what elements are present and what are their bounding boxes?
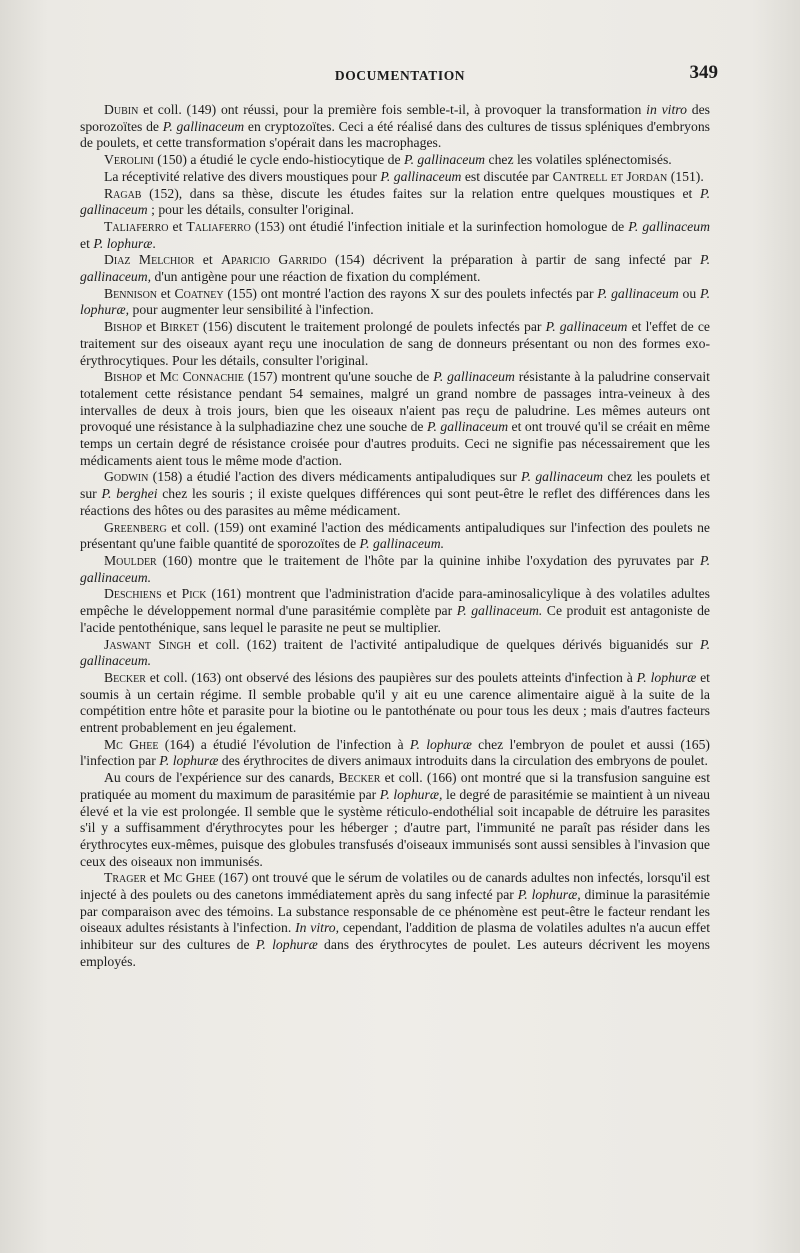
paragraph-verolini: Verolini (150) a étudié le cycle endo-histiocytique de P. gallinaceum chez les volatiles splénectomisés. [104,152,672,168]
paragraph-cantrell-jordan: La réceptivité relative des divers moustiques pour P. gallinaceum est discutée par Cantrell et Jordan (151). [104,168,704,184]
paragraph-ragab: Ragab (152), dans sa thèse, discute les études faites sur la relation entre quelques moustiques et P. gallinaceum ; pour les détails, consulter l'original. [80,185,710,218]
paragraph-becker-163: Becker et coll. (163) ont observé des lésions des paupières sur des poulets atteints d'infection à P. lophuræ et soumis à un certain régime. Il semble probable qu'il y ait eu une carence alimentaire aiguë à la suite de la compétition entre hôte et parasite pour la biotine ou le pantothénate ou pour tous les deux ; mais d'autres facteurs entrent probablement en jeu également. [80,669,710,736]
page-number: 349 [689,62,718,83]
paragraph-jaswant-singh: Jaswant Singh et coll. (162) traitent de l'activité antipaludique de quelques dérivés biguanidés sur P. gallinaceum. [80,636,710,669]
paragraph-diaz-melchior: Diaz Melchior et Aparicio Garrido (154) décrivent la préparation à partir de sang infecté par P. gallinaceum, d'un antigène pour une réaction de fixation du complément. [80,252,710,285]
paragraph-becker-166: Au cours de l'expérience sur des canards, Becker et coll. (166) ont montré que si la transfusion sanguine est pratiquée au moment du maximum de parasitémie par P. lophuræ, le degré de parasitémie se maintient à un niveau élevé et la vie est prolongée. Il semble que le système réticulo-endothélial soit incapable de détruire les parasites s'il y a suffisamment d'érythrocytes pour les héberger ; d'autre part, l'immunité ne paraît pas résider dans les érythrocytes eux-mêmes, puisque des globules transfusés d'oiseaux immunisés sont aussi sensibles à l'invasion que ceux des oiseaux non immunisés. [80,770,710,869]
paragraph-trager: Trager et Mc Ghee (167) ont trouvé que le sérum de volatiles ou de canards adultes non infectés, lorsqu'il est injecté à des poulets ou des canetons immédiatement après du sang infecté par P. lophuræ, diminue la parasitémie par comparaison avec des témoins. La substance responsable de ce phénomène est peut-être le facteur rendant les oiseaux adultes résistants à l'infection. In vitro, cependant, l'addition de plasma de volatiles adultes n'a aucun effet inhibiteur sur des cultures de P. lophuræ dans des érythrocytes de poulet. Les auteurs décrivent les moyens employés. [80,870,711,969]
body-text [80,102,710,971]
paragraph-taliaferro: Taliaferro et Taliaferro (153) ont étudié l'infection initiale et la surinfection homologue de P. gallinaceum et P. lophuræ. [80,218,710,251]
paragraph-bishop-connachie: Bishop et Mc Connachie (157) montrent qu'une souche de P. gallinaceum résistante à la paludrine conservait totalement cette résistance pendant 54 semaines, malgré un grand nombre de passages intra-veineux à des intervalles de deux à trois jours, bien que les oiseaux n'aient pas reçu de paludrine. Les mêmes auteurs ont provoqué une résistance à la sulphadiazine chez une souche de P. gallinaceum et ont trouvé qu'il se créait en même temps un certain degré de résistance croisée pour d'autres produits. Ceci ne signifie pas nécessairement que les médicaments aient tous le même mode d'action. [80,369,710,468]
paragraph-mc-ghee: Mc Ghee (164) a étudié l'évolution de l'infection à P. lophuræ chez l'embryon de poulet et aussi (165) l'infection par P. lophuræ des érythrocites de divers animaux introduits dans la circulation des embryons de poulet. [80,736,710,769]
paragraph-bennison: Bennison et Coatney (155) ont montré l'action des rayons X sur des poulets infectés par P. gallinaceum ou P. lophuræ, pour augmenter leur sensibilité à l'infection. [80,285,710,318]
paragraph-moulder: Moulder (160) montre que le traitement de l'hôte par la quinine inhibe l'oxydation des pyruvates par P. gallinaceum. [80,552,710,585]
page-header [80,62,720,88]
paragraph-bishop-birket: Bishop et Birket (156) discutent le traitement prolongé de poulets infectés par P. gallinaceum et l'effet de ce traitement sur des oiseaux ayant reçu une inoculation de sang de donneurs présentant ou non des formes exo-érythrocytiques. Pour les détails, consulter l'original. [80,319,710,368]
running-head: DOCUMENTATION [334,68,466,83]
paragraph-dubin: Dubin et coll. (149) ont réussi, pour la première fois semble-t-il, à provoquer la transformation in vitro des sporozoïtes de P. gallinaceum en cryptozoïtes. Ceci a été réalisé dans des cultures de tissus spléniques d'embryons de poulets, et cette transformation s'opérait dans les macrophages. [80,102,710,151]
paragraph-greenberg: Greenberg et coll. (159) ont examiné l'action des médicaments antipaludiques sur l'infection des poulets ne présentant qu'une faible quantité de sporozoïtes de P. gallinaceum. [80,519,710,552]
paragraph-godwin: Godwin (158) a étudié l'action des divers médicaments antipaludiques sur P. gallinaceum chez les poulets et sur P. berghei chez les souris ; il existe quelques différences qui sont peut-être le reflet des différences dans les réactions des hôtes ou des parasites au même médicament. [80,469,710,518]
paragraph-deschiens-pick: Deschiens et Pick (161) montrent que l'administration d'acide para-aminosalicylique à des volatiles adultes empêche le développement normal d'une parasitémie complète par P. gallinaceum. Ce produit est antagoniste de l'acide pentothénique, sans lequel le parasite ne peut se multiplier. [80,586,711,635]
